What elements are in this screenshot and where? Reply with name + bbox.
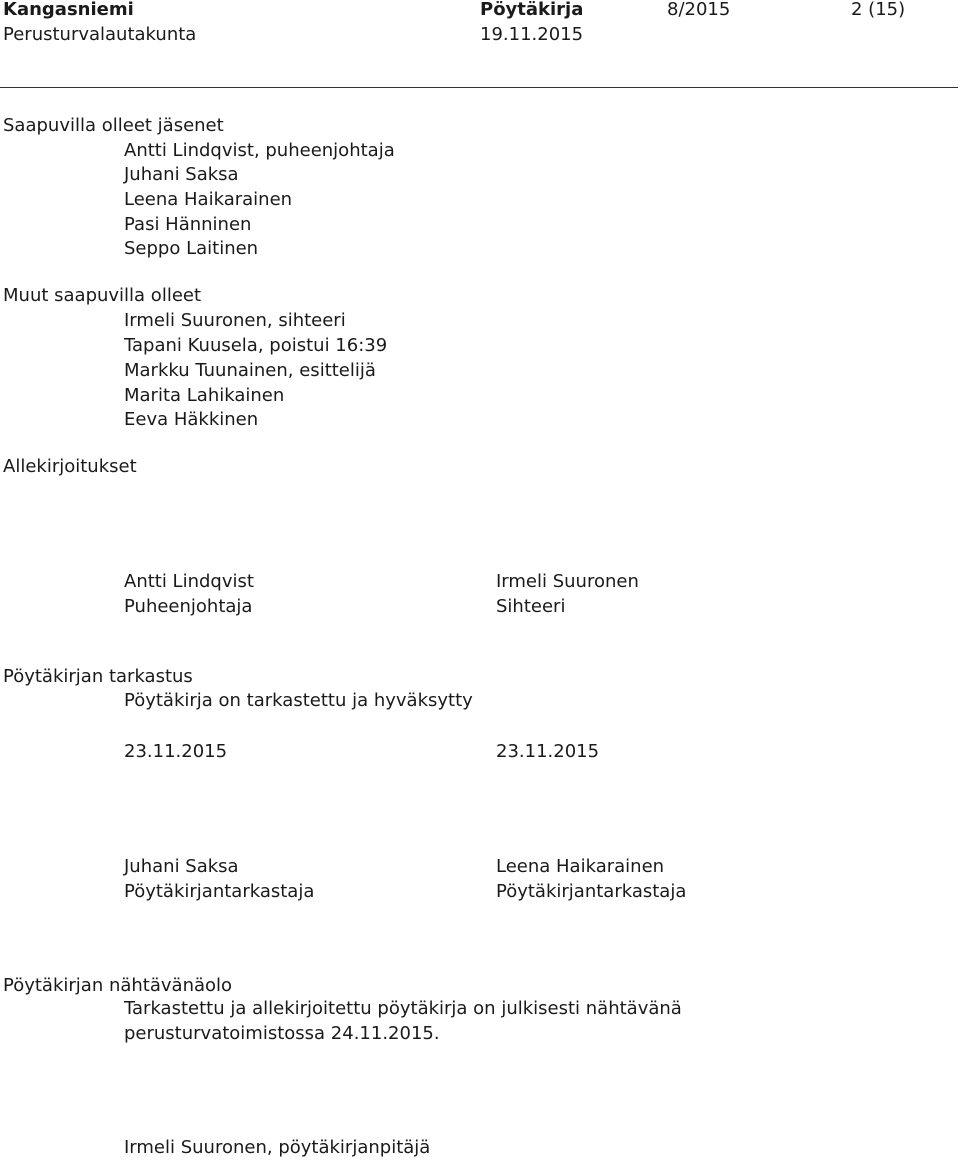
member-item: Juhani Saksa xyxy=(124,164,239,185)
header-divider xyxy=(0,87,958,88)
others-heading: Muut saapuvilla olleet xyxy=(3,285,202,306)
meeting-date: 19.11.2015 xyxy=(480,24,584,45)
review-statement: Pöytäkirja on tarkastettu ja hyväksytty xyxy=(124,690,473,711)
secretary-signature-role: Sihteeri xyxy=(496,596,566,617)
reviewer-right-name: Leena Haikarainen xyxy=(496,856,665,877)
chair-signature-role: Puheenjohtaja xyxy=(124,596,253,617)
display-heading: Pöytäkirjan nähtävänäolo xyxy=(3,975,233,996)
member-item: Antti Lindqvist, puheenjohtaja xyxy=(124,140,395,161)
member-item: Seppo Laitinen xyxy=(124,238,259,259)
minutes-keeper: Irmeli Suuronen, pöytäkirjanpitäjä xyxy=(124,1137,431,1158)
document-type: Pöytäkirja xyxy=(480,0,584,20)
review-date-right: 23.11.2015 xyxy=(496,741,600,762)
organization-name: Kangasniemi xyxy=(3,0,134,20)
members-heading: Saapuvilla olleet jäsenet xyxy=(3,115,224,136)
other-attendee-item: Eeva Häkkinen xyxy=(124,409,259,430)
department-name: Perusturvalautakunta xyxy=(3,24,197,45)
reviewer-right-role: Pöytäkirjantarkastaja xyxy=(496,881,687,902)
other-attendee-item: Irmeli Suuronen, sihteeri xyxy=(124,310,346,331)
signatures-heading: Allekirjoitukset xyxy=(3,456,137,477)
other-attendee-item: Tapani Kuusela, poistui 16:39 xyxy=(124,335,388,356)
reviewer-left-name: Juhani Saksa xyxy=(124,856,239,877)
secretary-signature-name: Irmeli Suuronen xyxy=(496,571,639,592)
display-text-line2: perusturvatoimistossa 24.11.2015. xyxy=(124,1023,440,1044)
page-number: 2 (15) xyxy=(851,0,906,20)
document-number: 8/2015 xyxy=(667,0,731,20)
member-item: Pasi Hänninen xyxy=(124,214,252,235)
other-attendee-item: Markku Tuunainen, esittelijä xyxy=(124,360,376,381)
member-item: Leena Haikarainen xyxy=(124,189,293,210)
chair-signature-name: Antti Lindqvist xyxy=(124,571,254,592)
other-attendee-item: Marita Lahikainen xyxy=(124,385,285,406)
display-text-line1: Tarkastettu ja allekirjoitettu pöytäkirja on julkisesti nähtävänä xyxy=(124,998,682,1019)
review-date-left: 23.11.2015 xyxy=(124,741,228,762)
review-heading: Pöytäkirjan tarkastus xyxy=(3,666,193,687)
reviewer-left-role: Pöytäkirjantarkastaja xyxy=(124,881,315,902)
